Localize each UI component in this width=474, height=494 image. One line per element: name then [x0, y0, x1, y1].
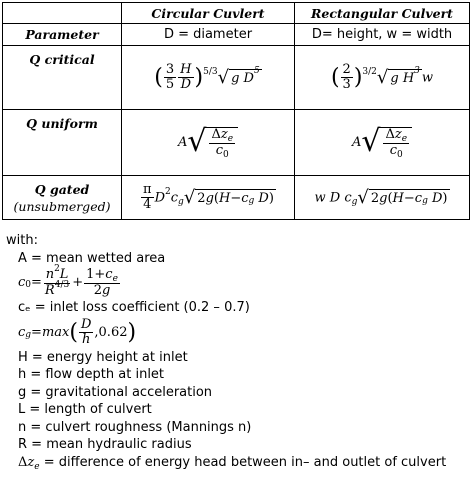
q-uniform-circular-formula: A √ $\frac{\Delta z_e}{c_0}$: [122, 110, 295, 176]
def-A: A = mean wetted area: [18, 250, 166, 266]
def-n: n = culvert roughness (Mannings n): [18, 419, 252, 435]
header-blank: [3, 3, 122, 24]
def-R: R = mean hydraulic radius: [18, 437, 192, 452]
def-L: L = length of culvert: [18, 402, 152, 417]
parameter-rectangular: D= height, w = width: [295, 24, 470, 46]
q-uniform-rectangular-formula: A √ $\frac{\Delta z_e}{c_0}$: [295, 110, 470, 176]
c0-formula: c 0 = $\frac{n^2L}{R^{4/3}}$ + $\frac{1+c_e}{2g}$: [18, 264, 118, 298]
parameter-circular: D = diameter: [122, 24, 295, 46]
def-dz: = difference of energy head between in– and outlet of culvert: [43, 454, 447, 470]
q-critical-row: [3, 46, 470, 110]
q-uniform-label: Q uniform: [3, 110, 122, 176]
with-intro: with:: [6, 233, 38, 248]
q-gated-label: Q gated: [34, 182, 90, 197]
q-critical-rectangular-formula: ( $\frac{2}{3}$ )$^{3/2}$ √ g H 3 w: [295, 46, 470, 110]
def-g: g = gravitational acceleration: [18, 384, 213, 400]
q-critical-label: Q critical: [3, 46, 122, 110]
cg-formula: c g = max ( $\frac{D}{h}$ ,0.62 ): [18, 316, 137, 347]
q-gated-rectangular-formula: w D $c_g$ √ 2 g ( H − c g D ): [295, 176, 470, 220]
q-gated-sublabel: (unsubmerged): [13, 199, 111, 214]
header-row: [3, 3, 470, 24]
def-dz-row: [6, 454, 471, 474]
q-gated-row: [3, 176, 470, 220]
q-gated-label-cell: [3, 176, 122, 220]
q-critical-circular-formula: ( $\frac{3}{5}$ $\frac{H}{D}$ )$^{5/3}$ √ g D 5: [122, 46, 295, 110]
header-circular: Circular Cuvlert: [122, 3, 295, 24]
parameter-label: Parameter: [3, 24, 122, 46]
def-H: H = energy height at inlet: [18, 349, 188, 365]
header-rectangular: Rectangular Culvert: [295, 3, 470, 24]
q-uniform-row: [3, 110, 470, 176]
def-ce: cₑ = inlet loss coefficient (0.2 – 0.7): [18, 300, 250, 315]
parameter-row: [3, 24, 470, 46]
variable-definitions: [6, 232, 471, 473]
def-h: h = flow depth at inlet: [18, 367, 165, 382]
q-gated-circular-formula: $\frac{\pi}{4}$ $D^2c_g$ √ 2 g ( H − c g D ): [122, 176, 295, 220]
dz-symbol: $\Delta z_e$: [18, 454, 40, 472]
culvert-formula-table: [2, 2, 470, 220]
